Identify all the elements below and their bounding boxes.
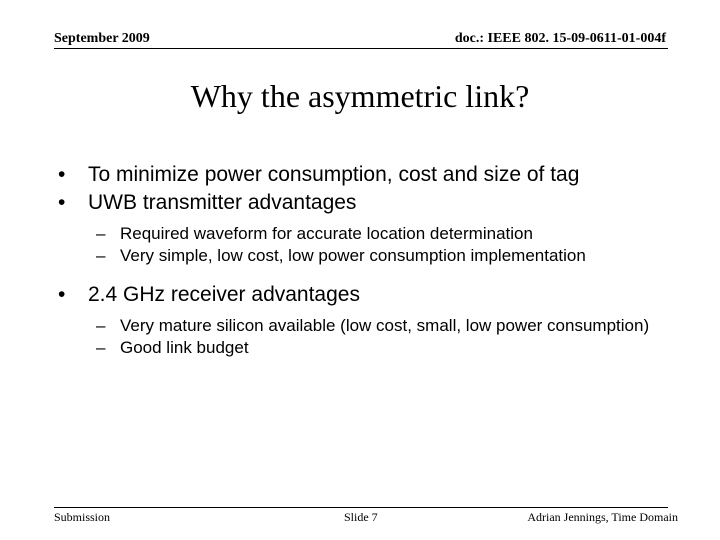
sub-bullet-3-1 <box>58 315 688 337</box>
footer-author: Adrian Jennings, Time Domain <box>527 510 678 524</box>
dash-icon: – <box>96 246 106 265</box>
sub-bullet-2-2 <box>58 245 688 267</box>
sub-bullet-3-2-text: Good link budget <box>120 338 249 357</box>
dash-icon: – <box>96 316 106 335</box>
footer-slide-number: Slide 7 <box>344 510 378 524</box>
sub-bullet-3-2 <box>58 337 688 359</box>
sub-bullet-3-1-text: Very mature silicon available (low cost, small, low power consumption) <box>120 316 650 335</box>
bullet-icon: • <box>58 191 66 214</box>
footer-submission: Submission <box>54 510 111 524</box>
footer-rule <box>54 507 668 508</box>
bullet-2-text: UWB transmitter advantages <box>88 191 357 214</box>
bullet-icon: • <box>58 163 66 186</box>
bullet-icon: • <box>58 283 66 306</box>
bullet-3 <box>58 281 688 309</box>
sub-bullet-2-2-text: Very simple, low cost, low power consumption implementation <box>120 246 586 265</box>
dash-icon: – <box>96 338 106 357</box>
sub-bullet-2-1 <box>58 223 688 245</box>
header-doc-id: doc.: IEEE 802. 15-09-0611-01-004f <box>454 31 666 46</box>
bullet-3-text: 2.4 GHz receiver advantages <box>88 283 360 306</box>
bullet-1-text: To minimize power consumption, cost and size of tag <box>88 163 580 186</box>
header-date: September 2009 <box>54 31 150 46</box>
bullet-2 <box>58 189 688 217</box>
slide-title: Why the asymmetric link? <box>190 78 530 114</box>
header-rule <box>54 48 668 49</box>
slide-body <box>58 161 688 359</box>
bullet-1 <box>58 161 688 189</box>
sub-bullet-2-1-text: Required waveform for accurate location determination <box>120 224 533 243</box>
dash-icon: – <box>96 224 106 243</box>
